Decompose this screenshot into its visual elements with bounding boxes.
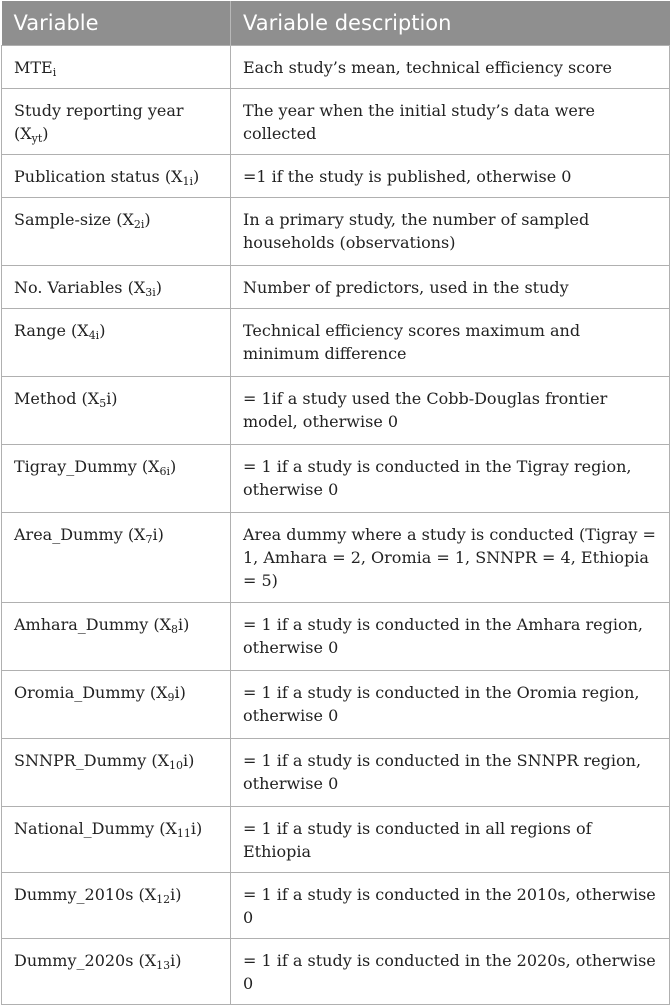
variable-cell: Publication status $(X_{1i})$ [2, 155, 231, 198]
variable-cell: Method $(X_5i)$ [2, 377, 231, 445]
table-row [2, 513, 670, 603]
variable-cell: SNNPR_Dummy $(X_{10}i)$ [2, 739, 231, 807]
description-cell: = 1 if a study is conducted in the Tigray region, otherwise 0 [231, 445, 670, 513]
table-row [2, 266, 670, 309]
variable-cell: Sample-size $(X_{2i})$ [2, 198, 231, 266]
variable-cell: Dummy_2020s $(X_{13}i)$ [2, 939, 231, 1005]
table-row [2, 198, 670, 266]
variable-cell: $MTE_i$ [2, 46, 231, 89]
table-row [2, 155, 670, 198]
table-row [2, 46, 670, 89]
column-header-variable: Variable [2, 1, 231, 46]
description-cell: = 1if a study used the Cobb-Douglas frontier model, otherwise 0 [231, 377, 670, 445]
table-row [2, 807, 670, 873]
table-header-row [2, 1, 670, 46]
table-row [2, 939, 670, 1005]
description-cell: Technical efficiency scores maximum and minimum difference [231, 309, 670, 377]
column-header-description: Variable description [231, 1, 670, 46]
description-cell: = 1 if a study is conducted in all regions of Ethiopia [231, 807, 670, 873]
variable-cell: Area_Dummy $(X_7i)$ [2, 513, 231, 603]
variable-cell: Oromia_Dummy $(X_9i)$ [2, 671, 231, 739]
description-cell: = 1 if a study is conducted in the 2020s, otherwise 0 [231, 939, 670, 1005]
description-cell: In a primary study, the number of sampled households (observations) [231, 198, 670, 266]
variable-cell: No. Variables $(X_{3i})$ [2, 266, 231, 309]
description-cell: Area dummy where a study is conducted (Tigray = 1, Amhara = 2, Oromia = 1, SNNPR = 4, Ethiopia = 5) [231, 513, 670, 603]
variable-cell: Tigray_Dummy $(X_{6i})$ [2, 445, 231, 513]
table-row [2, 445, 670, 513]
variable-cell: Dummy_2010s $(X_{12}i)$ [2, 873, 231, 939]
variable-cell: National_Dummy $(X_{11}i)$ [2, 807, 231, 873]
description-cell: = 1 if a study is conducted in the Oromia region, otherwise 0 [231, 671, 670, 739]
description-cell: Number of predictors, used in the study [231, 266, 670, 309]
description-cell: =1 if the study is published, otherwise 0 [231, 155, 670, 198]
variables-table [1, 1, 670, 1005]
description-cell: = 1 if a study is conducted in the 2010s, otherwise 0 [231, 873, 670, 939]
description-cell: = 1 if a study is conducted in the Amhara region, otherwise 0 [231, 603, 670, 671]
description-cell: Each study’s mean, technical efficiency score [231, 46, 670, 89]
variable-cell: Range $(X_{4i})$ [2, 309, 231, 377]
variable-cell: Study reporting year $(X_{yt})$ [2, 89, 231, 155]
table-row [2, 671, 670, 739]
table-row [2, 89, 670, 155]
description-cell: = 1 if a study is conducted in the SNNPR region, otherwise 0 [231, 739, 670, 807]
table-row [2, 377, 670, 445]
table-row [2, 873, 670, 939]
table-row [2, 739, 670, 807]
variable-cell: Amhara_Dummy $(X_8i)$ [2, 603, 231, 671]
table-row [2, 603, 670, 671]
table-row [2, 309, 670, 377]
description-cell: The year when the initial study’s data were collected [231, 89, 670, 155]
